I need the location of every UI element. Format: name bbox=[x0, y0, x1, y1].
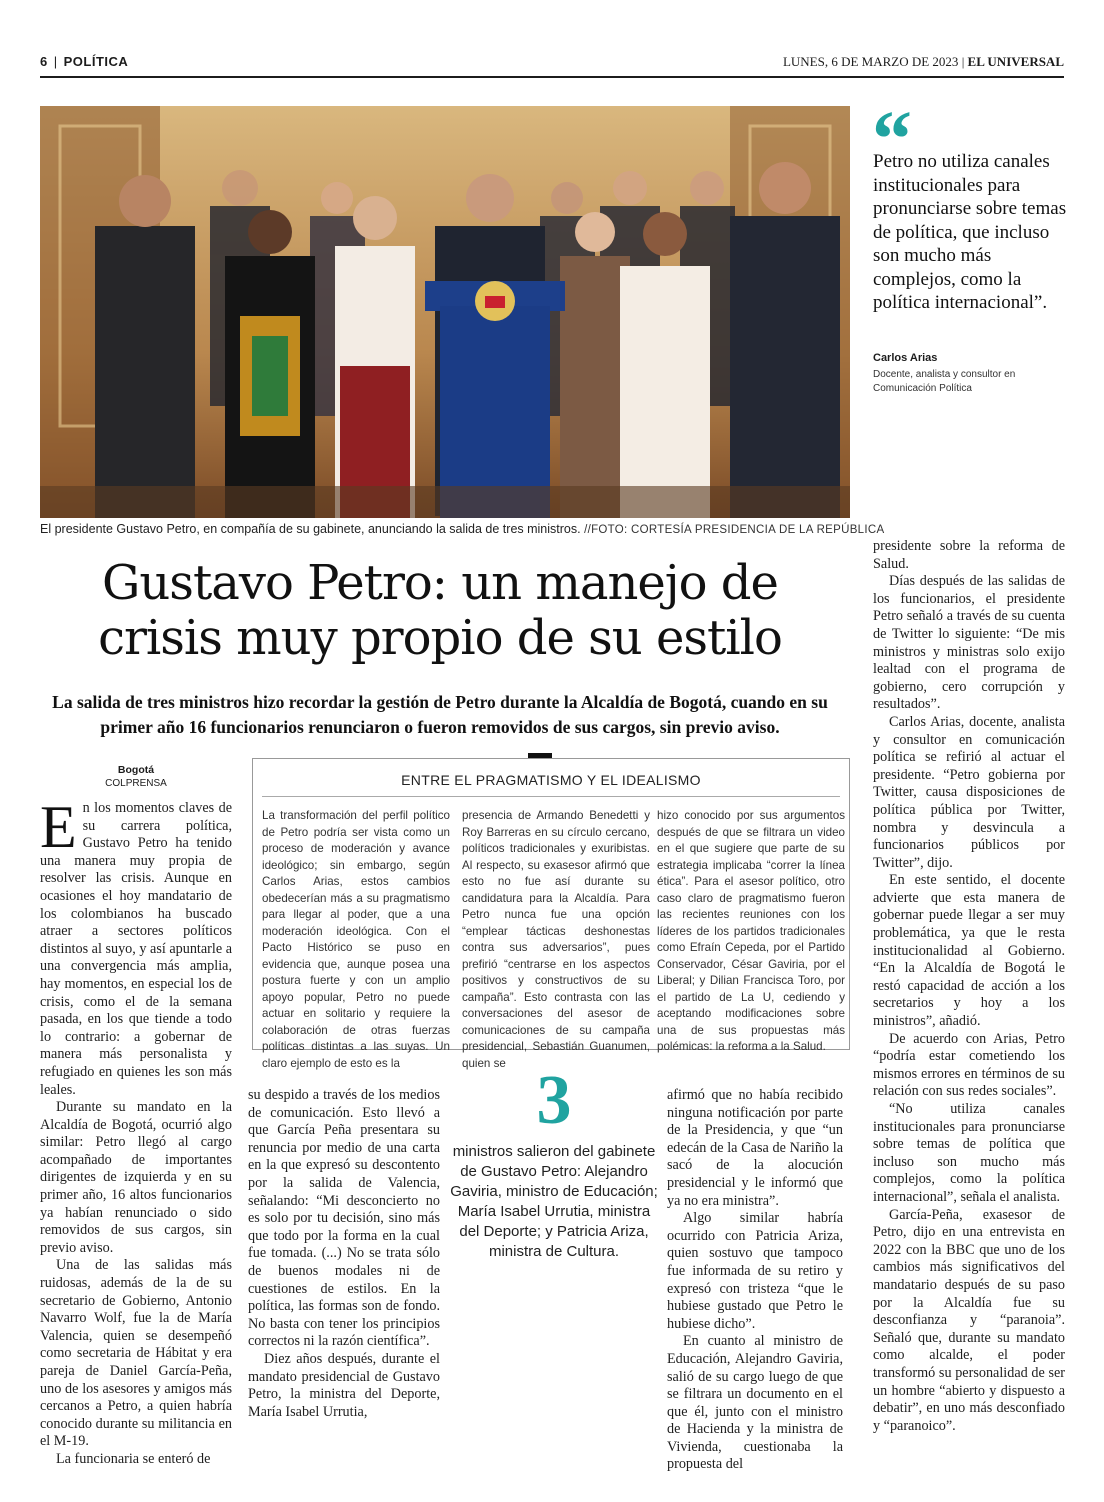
body-paragraph: En este sentido, el docente advierte que esta manera de gobernar puede llegar a ser muy problemática, ya que le resta institucionalidad al Gobierno. “En la Alcaldía de Bogotá le restó capacidad de acción a los secretarios y hoy a los ministros”, añadió. bbox=[873, 872, 1065, 1030]
deck-line-2: primer año 16 funcionarios renunciaron o fueron removidos de sus cargos, sin previo aviso. bbox=[100, 717, 780, 737]
headline bbox=[40, 556, 840, 666]
byline bbox=[40, 764, 232, 790]
page-number: 6 bbox=[40, 54, 48, 69]
article-column-1 bbox=[40, 794, 232, 1469]
body-paragraph: De acuerdo con Arias, Petro “podría estar cometiendo los mismos errores en términos de su relación con sus redes sociales”. bbox=[873, 1030, 1065, 1100]
sidebar-title: ENTRE EL PRAGMATISMO Y EL IDEALISMO bbox=[401, 772, 701, 788]
article-column-2 bbox=[248, 1087, 440, 1421]
sidebar-rule bbox=[262, 796, 840, 797]
photo-caption bbox=[40, 522, 885, 536]
byline-city: Bogotá bbox=[117, 764, 155, 776]
byline-agency: COLPRENSA bbox=[105, 778, 167, 789]
body-paragraph: La funcionaria se enteró de bbox=[56, 1450, 211, 1467]
newspaper-name: EL UNIVERSAL bbox=[967, 54, 1064, 69]
deck bbox=[40, 690, 840, 740]
headline-line-1: Gustavo Petro: un manejo de bbox=[102, 555, 778, 611]
page-header-left: 6 | POLÍTICA bbox=[40, 54, 129, 69]
highlight-number: 3 bbox=[536, 1062, 572, 1139]
sidebar-column-3: hizo conocido por sus argumentos después de que se filtrara un video en el que sugiere que parte de su estrategia implicaba “correr la línea ética”. Para el asesor político, otro caso claro de pragmatismo fueron las recientes reuniones con los líderes de los partidos tradicionales como Efraín Cepeda, por el Partido Conservador, César Gaviria, por el Liberal; y Dilian Francisca Toro, por el partido de La U, cediendo y aceptando modificaciones sobre una de sus propuestas más polémicas: la reforma a la Salud. bbox=[657, 809, 845, 1053]
body-paragraph: Días después de las salidas de los funcionarios, el presidente Petro señaló a través de su cuenta de Twitter lo siguiente: “De mis ministros y ministras solo exijo lealtad con el programa de gobierno, cero corrupción y resultados”. bbox=[873, 573, 1065, 713]
pull-quote: Petro no utiliza canales institucionales para pronunciarse sobre temas de política, que incluso son mucho más complejos, como la política internacional”. bbox=[873, 151, 1067, 313]
sidebar-column-2: presencia de Armando Benedetti y Roy Barreras en su círculo cercano, políticos tradicionales y exuribistas. Al respecto, su exasesor afirmó que esto no fue así durante su candidatura para la Alcaldía. Para Petro nunca fue una opción “emplear tácticas deshonestas contra sus adversarios”, pues prefirió “centrarse en los aspectos positivos y constructivos de su campaña”. Esto contrasta con las conversaciones del asesor de comunicaciones de su campaña presidencial, Sebastián Guanumen, quien se bbox=[462, 809, 650, 1070]
article-column-3 bbox=[667, 1087, 843, 1474]
body-paragraph: presidente sobre la reforma de Salud. bbox=[873, 538, 1065, 572]
body-paragraph: Algo similar habría ocurrido con Patricia Ariza, quien sostuvo que tampoco fue informada de su retiro y expresó con tristeza “que le hubiese gustado que Petro le hubiese dicho”. bbox=[667, 1210, 843, 1332]
cabinet-photo bbox=[40, 106, 850, 518]
body-paragraph: su despido a través de los medios de comunicación. Esto llevó a que García Peña presentara su renuncia por medio de una carta en la que expresó su descontento por la salida de Valencia, señalando: “Mi desconcierto no es solo por tu decisión, sino más que todo por la forma en la cual fue tomada. (...) No se trata sólo de buenos modales ni de cuestiones de estilos. En la política, las formas son de fondo. No basta con tener los principios correctos ni la razón científica”. bbox=[248, 1087, 440, 1350]
cabinet-photo-illustration bbox=[40, 106, 850, 518]
quote-author-role: Docente, analista y consultor en Comunicación Política bbox=[873, 369, 1016, 394]
quote-mark-icon: “ bbox=[872, 96, 912, 184]
drop-cap: E bbox=[40, 794, 77, 860]
section-name: POLÍTICA bbox=[63, 54, 129, 69]
header-rule bbox=[40, 76, 1064, 78]
quote-author: Carlos Arias bbox=[873, 352, 938, 364]
body-paragraph: afirmó que no había recibido ninguna notificación por parte de la Presidencia, y que “un edecán de la Casa de Nariño la sacó de la alocución presidencial y le informó que ya no era ministra”. bbox=[667, 1087, 843, 1209]
deck-line-1: La salida de tres ministros hizo recordar la gestión de Petro durante la Alcaldía de Bogotá, cuando en su bbox=[52, 692, 828, 712]
page-header-right: LUNES, 6 DE MARZO DE 2023 | EL UNIVERSAL bbox=[782, 54, 1064, 69]
article-column-4 bbox=[873, 538, 1065, 1435]
caption-text: El presidente Gustavo Petro, en compañía de su gabinete, anunciando la salida de tres ministros. bbox=[40, 522, 581, 536]
body-paragraph: En cuanto al ministro de Educación, Alejandro Gaviria, salió de su cargo luego de que se filtrara un documento en el que él, junto con el ministro de Hacienda y la ministra de Vivienda, cuestionaba la propuesta del bbox=[667, 1333, 843, 1473]
body-paragraph: Durante su mandato en la Alcaldía de Bogotá, ocurrió algo similar: Petro llegó al cargo acompañado de importantes dirigentes de izquierda y en su primer año, 16 altos funcionarios ya habían renunciado o sido removidos de sus cargos, sin previo aviso. bbox=[40, 1099, 232, 1256]
sidebar-column-1: La transformación del perfil político de Petro podría ser vista como un proceso de moderación y avance ideológico; sin embargo, según Carlos Arias, estos cambios obedecerían más a su pragmatismo para llegar al poder, que a una moderación ideológica. Con el Pacto Histórico se puso en evidencia que, aunque posea una postura fuerte y con un amplio apoyo popular, Petro no puede actuar en solitario y requiere la colaboración de otras fuerzas políticas distintas a las suyas. Un claro ejemplo de esto es la bbox=[262, 809, 450, 1070]
body-paragraph: Diez años después, durante el mandato presidencial de Gustavo Petro, la ministra del Deporte, María Isabel Urrutia, bbox=[248, 1350, 440, 1420]
headline-line-2: crisis muy propio de su estilo bbox=[98, 610, 782, 666]
highlight-text: ministros salieron del gabinete de Gustavo Petro: Alejandro Gaviria, ministro de Educación; María Isabel Urrutia, ministra del Deporte; y Patricia Ariza, ministra de Cultura. bbox=[450, 1143, 658, 1260]
body-paragraph: Una de las salidas más ruidosas, además de la de su secretario de Gobierno, Antonio Navarro Wolf, fue la de María Valencia, quien se desempeñó como secretaria de Hábitat y era pareja de Daniel García-Peña, uno de los asesores y amigos más cercanos a Petro, a quien habría conocido durante su militancia en el M-19. bbox=[40, 1257, 232, 1450]
body-paragraph: En los momentos claves de su carrera política, Gustavo Petro ha tenido una manera muy propia de resolver las crisis. Aunque en ocasiones el hoy mandatario de los colombianos ha buscado atraer a sectores políticos distintos al suyo, y así apuntarle a una convergencia más amplia, hay momentos, en especial los de crisis, como el de la semana pasada, en los que tiende a todo lo contrario: a gobernar de manera más personalista y refugiado en quienes les son más leales. bbox=[40, 794, 232, 1098]
body-paragraph: “No utiliza canales institucionales para pronunciarse sobre temas de política que incluso son mucho más complejos, como la política internacional”, señala el analista. bbox=[873, 1101, 1065, 1205]
body-paragraph: García-Peña, exasesor de Petro, dijo en una entrevista en 2022 con la BBC que uno de los cambios más significativos del mandatario después de su paso por la Alcaldía fue su desconfianza y “paranoia”. Señaló que, durante su mandato como alcalde, el poder transformó su personalidad de ser un hombre “abierto y dispuesto a debatir”, en uno más desconfiado y “paranoico”. bbox=[873, 1206, 1065, 1434]
photo-credit: //FOTO: CORTESÍA PRESIDENCIA DE LA REPÚBLICA bbox=[584, 524, 885, 536]
body-paragraph: Carlos Arias, docente, analista y consultor en comunicación política se refirió al actuar el presidente. “Petro gobierna por Twitter, causa disposiciones de política pública por Twitter, nombra y desvincula a funcionarios públicos por Twitter”, dijo. bbox=[873, 713, 1065, 871]
issue-date: LUNES, 6 DE MARZO DE 2023 bbox=[782, 54, 959, 69]
